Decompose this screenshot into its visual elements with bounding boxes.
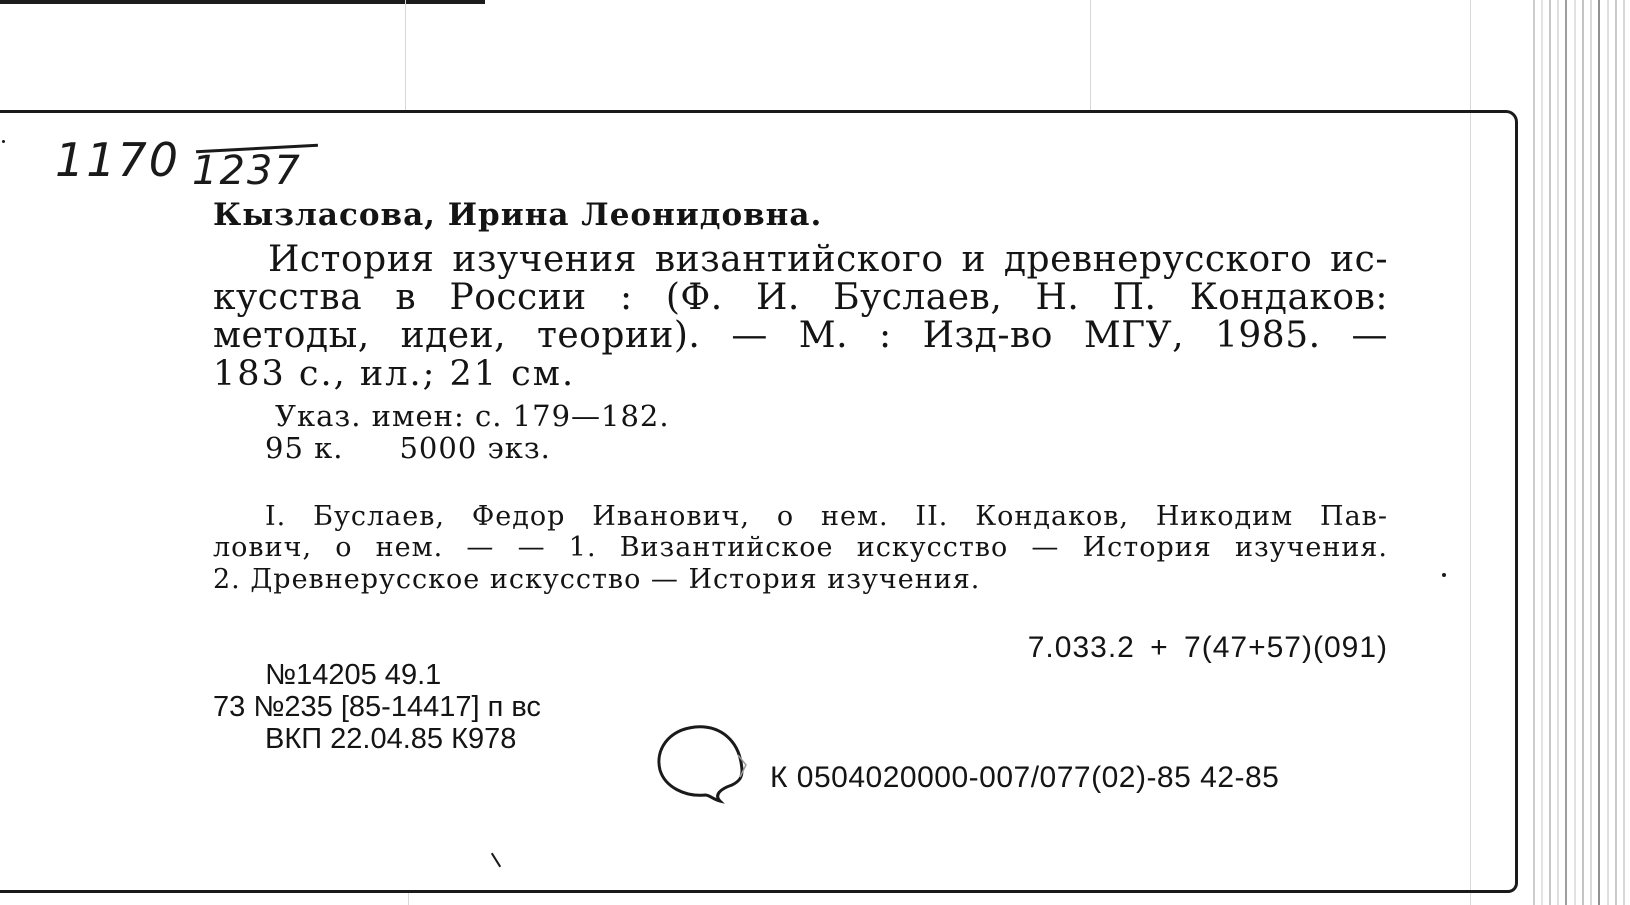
card-registry-line: 73 №235 [85-14417] п вс (213, 691, 541, 723)
card-copies: 5000 экз. (399, 431, 551, 465)
card-subject-line: I. Буслаев, Федор Иванович, о нем. II. Кондаков, Никодим Пав- (265, 501, 1388, 532)
card-price: 95 к. (265, 431, 344, 465)
card-title-line: методы, идеи, теории). — М. : Изд-во МГУ, 1985. — (213, 315, 1388, 356)
handwritten-number-right: 1237 (192, 148, 302, 194)
card-subject-line: лович, о нем. — — 1. Византийское искусство — История изучения. (213, 532, 1388, 563)
faint-scan-line (405, 0, 406, 110)
card-price-copies (265, 431, 551, 465)
card-title-line: кусства в России : (Ф. И. Буслаев, Н. П. Кондаков: (213, 277, 1388, 318)
card-index-note: Указ. имен: с. 179—182. (275, 399, 670, 433)
card-stack-edge (1528, 0, 1630, 905)
handwritten-number-left: 1170 (55, 133, 181, 187)
card-title-line: 183 с., ил.; 21 см. (213, 354, 576, 394)
ink-dot (1442, 573, 1446, 577)
card-author: Кызласова, Ирина Леонидовна. (213, 197, 823, 233)
ink-dot (2, 140, 5, 143)
card-registry-line: ВКП 22.04.85 К978 (265, 723, 517, 755)
card-classification: 7.033.2 + 7(47+57)(091) (1027, 631, 1388, 664)
top-edge-bar (0, 0, 485, 4)
faint-scan-line (1090, 0, 1091, 110)
card-registry-line: №14205 49.1 (265, 659, 442, 691)
card-title-line: История изучения византийского и древнерусского ис- (268, 239, 1388, 280)
card-subject-line: 2. Древнерусское искусство — История изучения. (213, 564, 981, 595)
faint-scan-line (408, 893, 409, 905)
card-code-line: К 0504020000-007/077(02)-85 42-85 (770, 761, 1280, 794)
stamp-outline-icon (650, 715, 770, 815)
